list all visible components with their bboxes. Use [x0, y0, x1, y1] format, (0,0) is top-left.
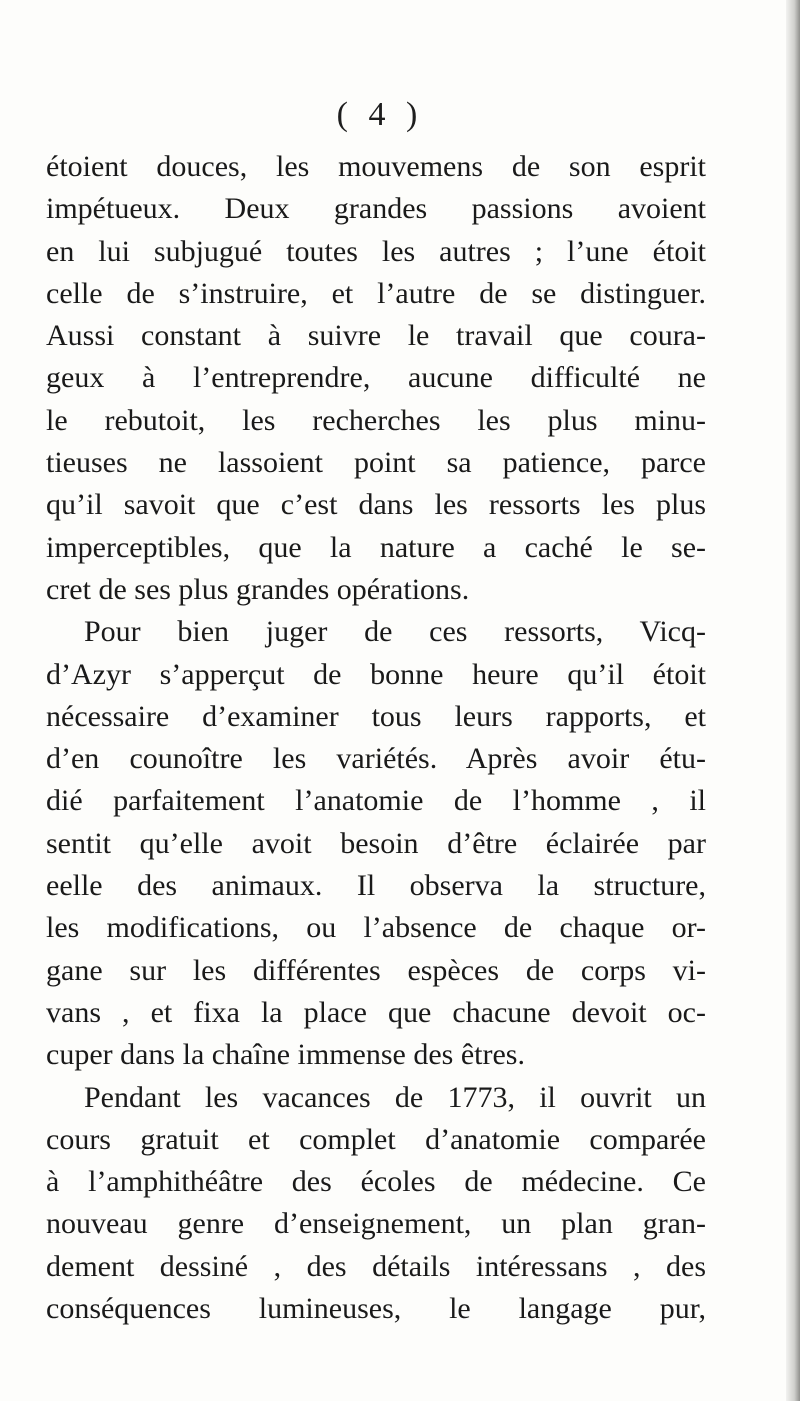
text-line: imperceptibles, que la nature a caché le se- — [46, 530, 706, 564]
text-line: gane sur les différentes espèces de corps vi- — [46, 953, 706, 987]
text-line: vans , et fixa la place que chacune devoit oc- — [46, 995, 706, 1029]
text-line: eelle des animaux. Il observa la structure, — [46, 869, 706, 903]
text-line: cuper dans la chaîne immense des êtres. — [46, 1038, 525, 1072]
paragraph-start-line: Pendant les vacances de 1773, il ouvrit un — [84, 1080, 706, 1114]
text-line: d’Azyr s’apperçut de bonne heure qu’il étoit — [46, 657, 706, 691]
text-line: les modifications, ou l’absence de chaque or- — [46, 911, 706, 945]
page-number: ( 4 ) — [336, 96, 424, 133]
text-line: en lui subjugué toutes les autres ; l’une étoit — [46, 234, 706, 268]
text-line: cret de ses plus grandes opérations. — [46, 572, 470, 606]
text-line: impétueux. Deux grandes passions avoient — [46, 192, 706, 226]
text-line: dement dessiné , des détails intéressans , des — [46, 1249, 706, 1283]
text-line: le rebutoit, les recherches les plus minu- — [46, 403, 706, 437]
text-line: sentit qu’elle avoit besoin d’être éclairée par — [46, 826, 706, 860]
text-line: à l’amphithéâtre des écoles de médecine. Ce — [46, 1165, 706, 1199]
text-line: Aussi constant à suivre le travail que coura- — [46, 319, 706, 353]
body-text — [46, 146, 706, 1330]
text-line: tieuses ne lassoient point sa patience, parce — [46, 446, 706, 480]
text-line: geux à l’entreprendre, aucune difficulté ne — [46, 361, 706, 395]
paragraph-start-line: Pour bien juger de ces ressorts, Vicq- — [84, 615, 706, 649]
text-line: conséquences lumineuses, le langage pur, — [46, 1292, 706, 1326]
page-edge-shadow — [786, 0, 800, 1401]
text-line: dié parfaitement l’anatomie de l’homme , il — [46, 784, 706, 818]
text-line: étoient douces, les mouvemens de son esprit — [46, 150, 706, 183]
text-line: qu’il savoit que c’est dans les ressorts les plus — [46, 488, 706, 522]
text-line: d’en counoître les variétés. Après avoir étu- — [46, 742, 706, 776]
text-line: celle de s’instruire, et l’autre de se distinguer. — [46, 276, 706, 310]
text-line: nécessaire d’examiner tous leurs rapports, et — [46, 699, 706, 733]
text-line: nouveau genre d’enseignement, un plan gran- — [46, 1207, 706, 1241]
text-line: cours gratuit et complet d’anatomie comparée — [46, 1122, 706, 1156]
